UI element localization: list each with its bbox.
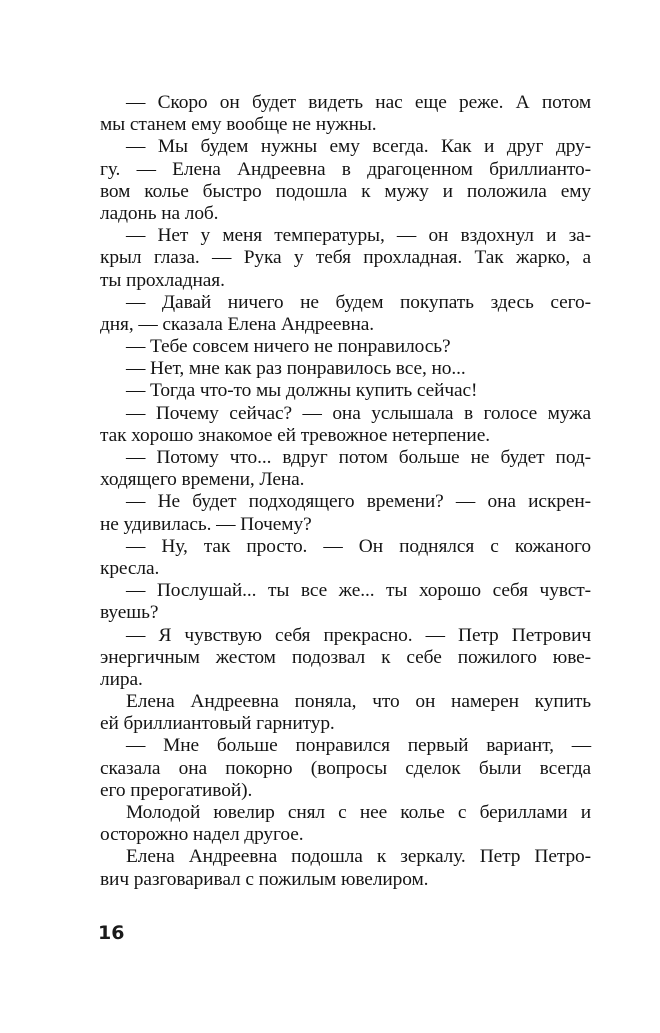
text-line: — Нет, мне как раз понравилось все, но... xyxy=(126,358,466,380)
text-line: — Мы будем нужны ему всегда. Как и друг дру- xyxy=(126,136,591,158)
text-line: вом колье быстро подошла к мужу и положила ему xyxy=(100,180,591,202)
text-line: — Скоро он будет видеть нас еще реже. А потом xyxy=(126,92,591,113)
text-line: лира. xyxy=(100,668,143,690)
text-line: ладонь на лоб. xyxy=(100,202,219,224)
text-line: — Послушай... ты все же... ты хорошо себя чувст- xyxy=(126,580,591,602)
text-line: осторожно надел другое. xyxy=(100,824,304,846)
text-line: ты прохладная. xyxy=(100,269,225,291)
text-line: его прерогативой). xyxy=(100,779,253,801)
text-line: — Потому что... вдруг потом больше не будет под- xyxy=(126,447,591,468)
text-line: ходящего времени, Лена. xyxy=(100,469,305,491)
text-line: вуешь? xyxy=(100,602,159,624)
text-line: — Не будет подходящего времени? — она искрен- xyxy=(126,491,591,513)
text-line: Молодой ювелир снял с нее колье с бериллами и xyxy=(126,802,591,823)
text-line: Елена Андреевна подошла к зеркалу. Петр Петро- xyxy=(126,846,591,868)
text-line: гу. — Елена Андреевна в драгоценном бриллианто- xyxy=(100,158,591,180)
text-line: — Нет у меня температуры, — он вздохнул и за- xyxy=(126,225,591,247)
text-line: — Тебе совсем ничего не понравилось? xyxy=(126,336,451,358)
text-line: — Я чувствую себя прекрасно. — Петр Петрович xyxy=(126,624,591,646)
text-line: дня, — сказала Елена Андреевна. xyxy=(100,313,375,335)
text-line: — Почему сейчас? — она услышала в голосе мужа xyxy=(126,402,591,424)
text-line: сказала она покорно (вопросы сделок были всегда xyxy=(100,757,591,779)
text-line: энергичным жестом подозвал к себе пожилого юве- xyxy=(100,646,591,668)
text-line: — Тогда что-то мы должны купить сейчас! xyxy=(126,380,478,402)
text-line: — Давай ничего не будем покупать здесь сего- xyxy=(126,291,591,313)
text-line: Елена Андреевна поняла, что он намерен купить xyxy=(126,691,591,713)
text-line: кресла. xyxy=(100,557,160,579)
text-line: — Мне больше понравился первый вариант, — xyxy=(126,735,591,757)
body-text xyxy=(100,92,591,891)
text-line: так хорошо знакомое ей тревожное нетерпение. xyxy=(100,424,490,446)
text-line: не удивилась. — Почему? xyxy=(100,513,312,535)
text-line: — Ну, так просто. — Он поднялся с кожаного xyxy=(126,535,591,557)
text-line: ей бриллиантовый гарнитур. xyxy=(100,713,335,735)
page-number: 16 xyxy=(98,922,125,944)
text-line: мы станем ему вообще не нужны. xyxy=(100,114,377,136)
text-line: вич разговаривал с пожилым ювелиром. xyxy=(100,868,429,890)
text-line: крыл глаза. — Рука у тебя прохладная. Так жарко, а xyxy=(100,247,591,269)
